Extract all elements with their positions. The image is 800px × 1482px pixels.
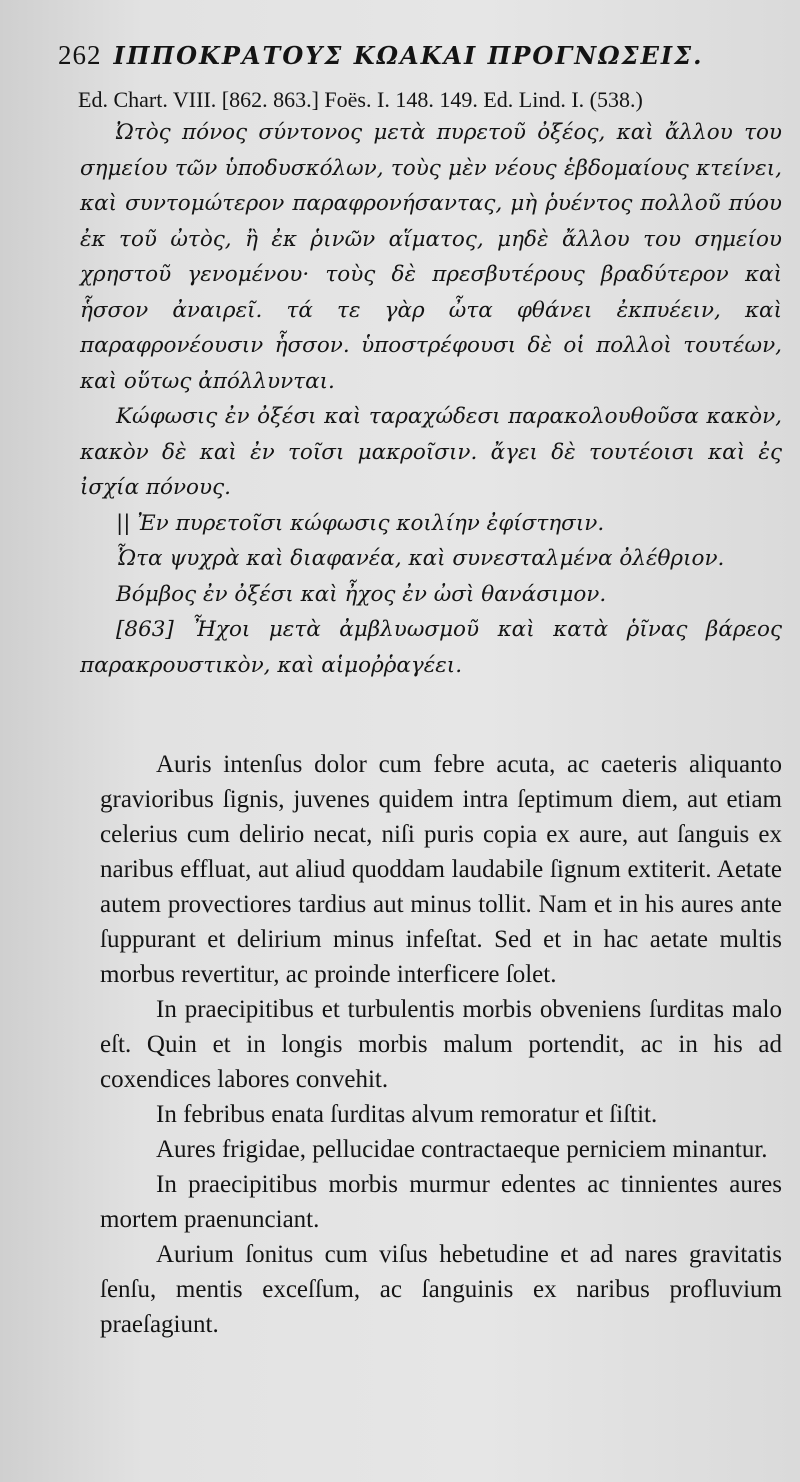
running-head xyxy=(58,40,782,71)
greek-paragraph: Κώφωσις ἐν ὀξέσι καὶ ταραχώδεσι παρακολουθοῦσα κακὸν, κακὸν δὲ καὶ ἐν τοῖσι μακροῖσιν. ἄγει δὲ τουτέοισι καὶ ἐς ἰσχία πόνους. xyxy=(80,404,782,500)
greek-paragraph: Ὠτὸς πόνος σύντονος μετὰ πυρετοῦ ὀξέος, καὶ ἄλλου του σημείου τῶν ὑποδυσκόλων, τοὺς μὲν νέους ἑβδομαίους κτείνει, καὶ συντομώτερον παραφρονήσαντας, μὴ ῥυέντος πολλοῦ πύου ἐκ τοῦ ὠτὸς, ἢ ἐκ ῥινῶν αἵματος, μηδὲ ἄλλου του σημείου χρηστοῦ γενομένου· τοὺς δὲ πρεσβυτέρους βραδύτερον καὶ ἧσσον ἀναιρεῖ. τά τε γὰρ ὦτα φθάνει ἐκπυέειν, καὶ παραφρονέουσιν ἧσσον. ὑποστρέφουσι δὲ οἱ πολλοὶ τουτέων, καὶ οὕτως ἀπόλλυνται. xyxy=(80,120,782,394)
page-number: 262 xyxy=(58,40,102,70)
greek-text-block xyxy=(80,115,782,683)
greek-paragraph: || Ἐν πυρετοῖσι κώφωσις κοιλίην ἐφίστησιν. xyxy=(116,510,605,536)
greek-paragraph: Βόμβος ἐν ὀξέσι καὶ ἦχος ἐν ὠσὶ θανάσιμον. xyxy=(116,581,607,607)
latin-paragraph: In praecipitibus morbis murmur edentes ac tinnientes aures mortem praenunciant. xyxy=(100,1171,782,1233)
latin-paragraph: In praecipitibus et turbulentis morbis obveniens ſurditas malo eſt. Quin et in longis morbis malum portendit, ac in his ad coxendices labores convehit. xyxy=(100,996,782,1093)
greek-paragraph: [863] Ἦχοι μετὰ ἀμβλυωσμοῦ καὶ κατὰ ῥῖνας βάρεος παρακρουστικὸν, καὶ αἱμοῤῥαγέει. xyxy=(80,617,782,678)
edition-reference-line: Ed. Chart. VIII. [862. 863.] Foës. I. 148. 149. Ed. Lind. I. (538.) xyxy=(78,87,643,112)
latin-paragraph: In febribus enata ſurditas alvum remoratur et ſiſtit. xyxy=(156,1101,658,1128)
latin-paragraph: Aures frigidae, pellucidae contractaeque perniciem minantur. xyxy=(156,1136,768,1163)
latin-paragraph: Aurium ſonitus cum viſus hebetudine et ad nares gravitatis ſenſu, mentis exceſſum, ac ſanguinis ex naribus profluvium praeſagiunt. xyxy=(100,1241,782,1338)
latin-text-block xyxy=(80,747,782,1342)
running-title: ΙΠΠΟΚΡΑΤΟΥΣ ΚΩΑΚΑΙ ΠΡΟΓΝΩΣΕΙΣ. xyxy=(113,41,704,70)
latin-paragraph: Auris intenſus dolor cum febre acuta, ac caeteris aliquanto gravioribus ſignis, juvenes quidem intra ſeptimum diem, aut etiam celerius cum delirio necat, niſi puris copia ex aure, aut ſanguis ex naribus effluat, aut aliud quoddam laudabile ſignum extiterit. Aetate autem provectiores tardius aut minus tollit. Nam et in his aures ante ſuppurant et delirium minus infeſtat. Sed et in hac aetate multis morbus revertitur, ac proinde interficere ſolet. xyxy=(100,751,782,988)
greek-paragraph: Ὦτα ψυχρὰ καὶ διαφανέα, καὶ συνεσταλμένα ὀλέθριον. xyxy=(116,546,725,571)
